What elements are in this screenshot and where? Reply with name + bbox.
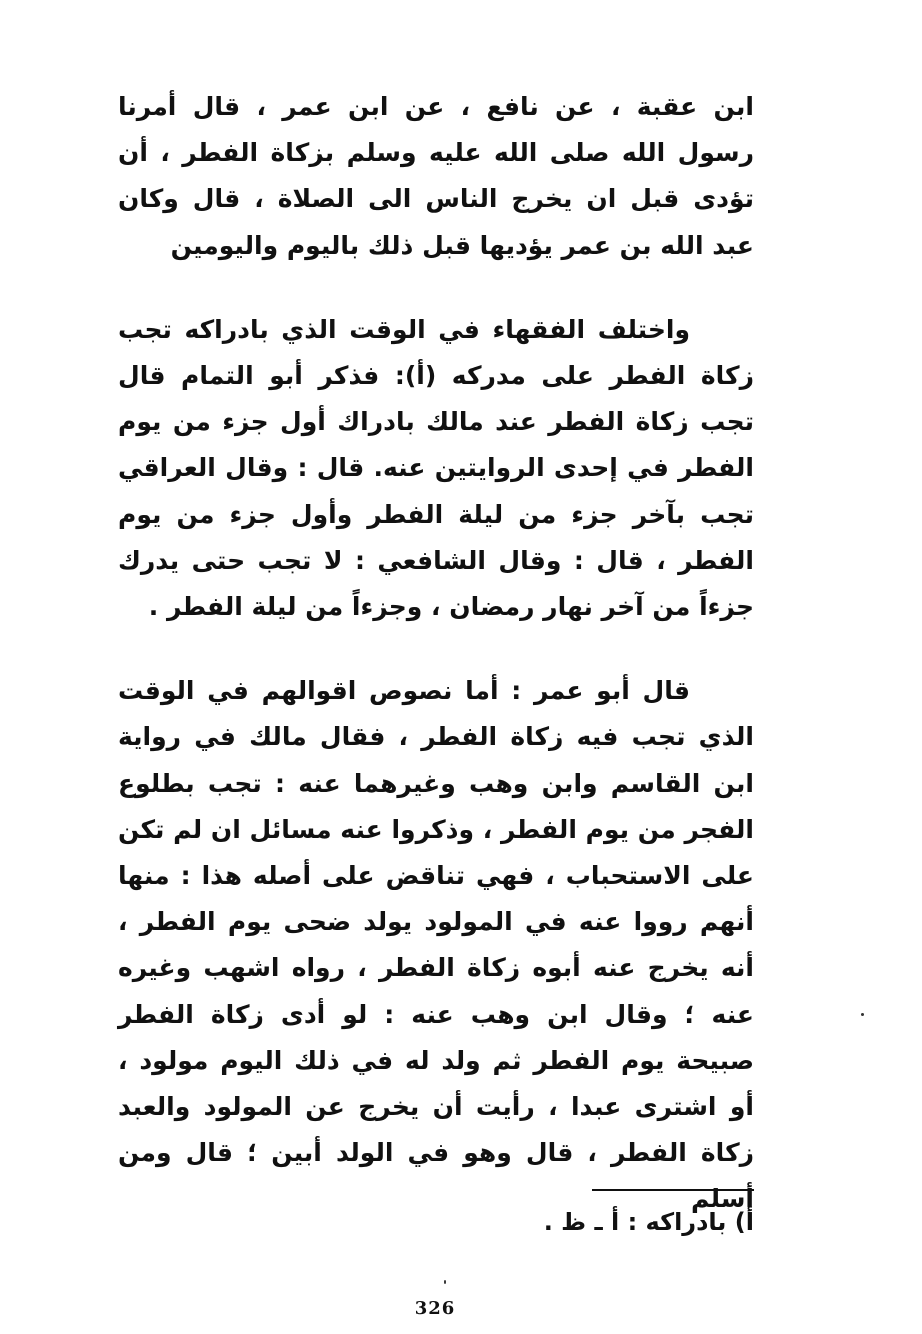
paragraph-1: ابن عقبة ، عن نافع ، عن ابن عمر ، قال أمرنا رسول الله صلى الله عليه وسلم بزكاة الفطر ، أن تؤدى قبل ان يخرج الناس الى الصلاة ، قال وكان عبد الله بن عمر يؤديها قبل ذلك باليوم واليومين: [118, 92, 754, 260]
paragraph-3: قال أبو عمر : أما نصوص اقوالهم في الوقت الذي تجب فيه زكاة الفطر ، فقال مالك في رواية ابن القاسم وابن وهب وغيرهما عنه : تجب بطلوع الفجر من يوم الفطر ، وذكروا عنه مسائل ان لم تكن على الاستحباب ، فهي تناقض على أصله هذا : منها أنهم رووا عنه في المولود يولد ضحى يوم الفطر ، أنه يخرج عنه أبوه زكاة الفطر ، رواه اشهب وغيره عنه ؛ وقال ابن وهب عنه : لو أدى زكاة الفطر صبيحة يوم الفطر ثم ولد له في ذلك اليوم مولود ، أو اشترى عبدا ، رأيت أن يخرج عن المولود والعبد زكاة الفطر ، قال وهو في الولد أبين ؛ قال ومن أسلم: [118, 676, 754, 1214]
footnote: أ) بادراكه : أ ـ ظ .: [543, 1208, 754, 1236]
page-number: 326: [414, 1298, 456, 1319]
scan-speck: [444, 1280, 446, 1284]
scan-speck: [861, 1013, 864, 1016]
paragraph-2: واختلف الفقهاء في الوقت الذي بادراكه تجب زكاة الفطر على مدركه (أ): فذكر أبو التمام قال تجب زكاة الفطر عند مالك بادراك أول جزء من يوم الفطر في إحدى الروايتين عنه. قال : وقال العراقي تجب بآخر جزء من ليلة الفطر وأول جزء من يوم الفطر ، قال : وقال الشافعي : لا تجب حتى يدرك جزءاً من آخر نهار رمضان ، وجزءاً من ليلة الفطر .: [118, 314, 754, 622]
main-text: [118, 84, 754, 1223]
footnote-divider: [592, 1189, 754, 1191]
